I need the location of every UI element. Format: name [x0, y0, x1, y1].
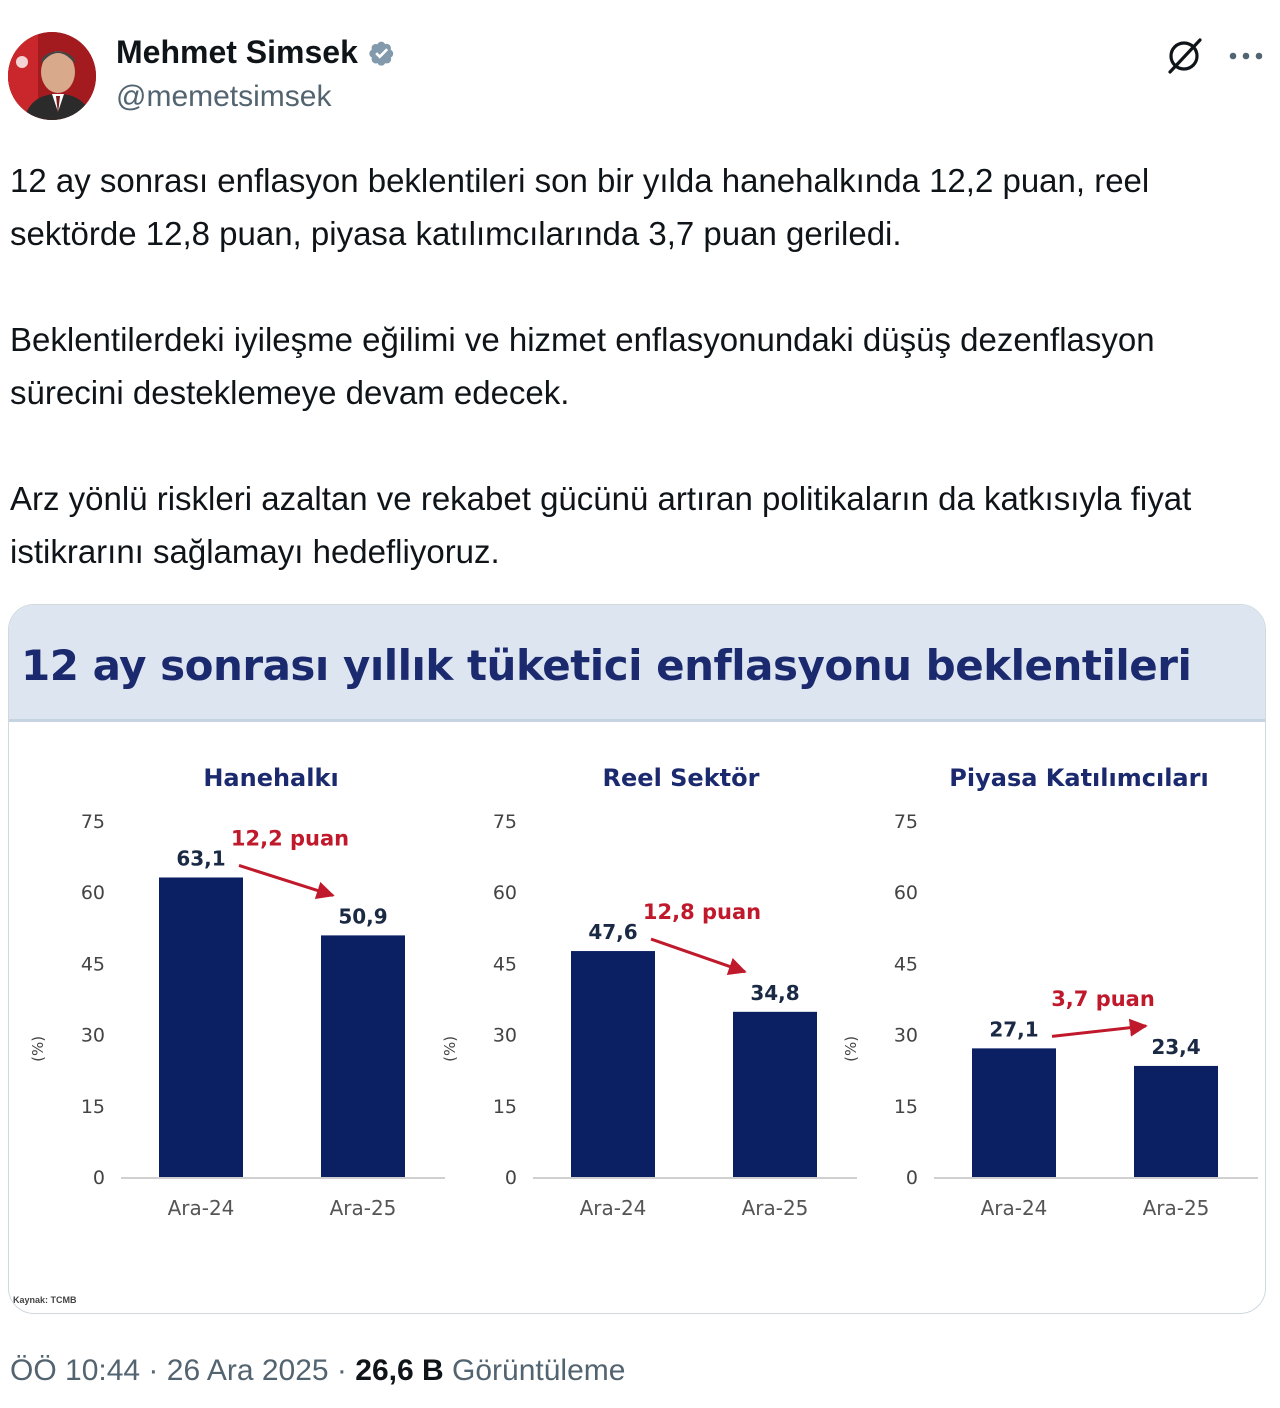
y-tick-label: 0 — [92, 1167, 105, 1189]
separator: · — [148, 1354, 159, 1387]
x-tick-label: Ara-25 — [741, 1196, 809, 1220]
author-name[interactable] — [116, 34, 398, 71]
bar — [1134, 1066, 1218, 1177]
views-label: Görüntüleme — [452, 1354, 626, 1387]
y-tick-label: 15 — [893, 1095, 918, 1118]
y-tick-label: 0 — [504, 1167, 517, 1189]
x-tick-label: Ara-25 — [1142, 1196, 1210, 1220]
y-tick-label: 30 — [492, 1024, 517, 1047]
chart-title: Hanehalkı — [203, 764, 339, 792]
y-tick-label: 75 — [492, 811, 517, 833]
avatar[interactable] — [8, 32, 96, 120]
avatar-image — [8, 32, 96, 120]
more-icon — [1226, 38, 1266, 74]
y-tick-label: 60 — [492, 882, 517, 905]
chart-title: Reel Sektör — [602, 764, 760, 792]
y-tick-label: 30 — [893, 1024, 918, 1047]
bar — [733, 1012, 817, 1177]
annotation-label: 12,8 puan — [642, 900, 762, 925]
bar-value-label: 50,9 — [338, 904, 388, 929]
y-tick-label: 60 — [80, 882, 105, 905]
tweet-media-image[interactable] — [8, 604, 1266, 1314]
x-tick-label: Ara-24 — [980, 1196, 1048, 1220]
annotation-label: 3,7 puan — [1051, 986, 1155, 1011]
tweet-date[interactable]: 26 Ara 2025 — [166, 1354, 329, 1387]
source-note: Kaynak: TCMB — [13, 1295, 77, 1305]
views-count: 26,6 B — [355, 1354, 444, 1387]
tweet-footer — [10, 1354, 625, 1388]
media-title: 12 ay sonrası yıllık tüketici enflasyonu beklentileri — [21, 641, 1192, 690]
y-tick-label: 15 — [492, 1095, 517, 1118]
media-header — [9, 605, 1265, 722]
annotation-arrow — [239, 865, 333, 895]
verified-badge-icon — [366, 37, 398, 69]
y-tick-label: 60 — [893, 882, 918, 905]
author-name-text[interactable]: Mehmet Simsek — [116, 34, 358, 70]
bar-value-label: 47,6 — [588, 920, 638, 945]
tweet-text — [10, 154, 1270, 578]
y-tick-label: 0 — [905, 1167, 918, 1189]
bar — [321, 935, 405, 1177]
bar-value-label: 63,1 — [176, 846, 226, 871]
bar — [159, 877, 243, 1177]
annotation-label: 12,2 puan — [230, 826, 350, 851]
bar-value-label: 23,4 — [1151, 1034, 1201, 1059]
tweet-paragraph: 12 ay sonrası enflasyon beklentileri son bir yılda hanehalkında 12,2 puan, reel sektörde 12,8 puan, piyasa katılımcılarında 3,7 puan geriledi. — [10, 162, 1150, 252]
more-button[interactable] — [1226, 38, 1266, 74]
chart-title: Piyasa Katılımcıları — [949, 764, 1209, 792]
grok-icon — [1162, 34, 1206, 78]
separator: · — [336, 1354, 347, 1387]
bar — [972, 1048, 1056, 1177]
y-tick-label: 15 — [80, 1095, 105, 1118]
y-tick-label: 45 — [80, 953, 105, 976]
y-axis-label: (%) — [842, 1035, 860, 1062]
y-tick-label: 30 — [80, 1024, 105, 1047]
tweet-paragraph: Beklentilerdeki iyileşme eğilimi ve hizmet enflasyonundaki düşüş dezenflasyon sürecini desteklemeye devam edecek. — [10, 321, 1155, 411]
bar-charts — [9, 722, 1265, 1312]
x-tick-label: Ara-24 — [579, 1196, 647, 1220]
grok-button[interactable] — [1162, 34, 1206, 78]
y-tick-label: 45 — [893, 953, 918, 976]
y-axis-label: (%) — [441, 1035, 459, 1062]
y-axis-label: (%) — [29, 1035, 47, 1062]
bar — [571, 951, 655, 1177]
y-tick-label: 75 — [80, 811, 105, 833]
tweet-paragraph: Arz yönlü riskleri azaltan ve rekabet gücünü artıran politikaların da katkısıyla fiyat istikrarını sağlamayı hedefliyoruz. — [10, 480, 1192, 570]
tweet-time[interactable]: ÖÖ 10:44 — [10, 1354, 141, 1387]
author-handle[interactable]: @memetsimsek — [116, 80, 332, 113]
x-tick-label: Ara-25 — [329, 1196, 397, 1220]
bar-value-label: 34,8 — [750, 980, 800, 1005]
annotation-arrow — [1052, 1026, 1146, 1036]
y-tick-label: 75 — [893, 811, 918, 833]
x-tick-label: Ara-24 — [167, 1196, 235, 1220]
bar-value-label: 27,1 — [989, 1017, 1039, 1042]
y-tick-label: 45 — [492, 953, 517, 976]
annotation-arrow — [651, 939, 745, 972]
